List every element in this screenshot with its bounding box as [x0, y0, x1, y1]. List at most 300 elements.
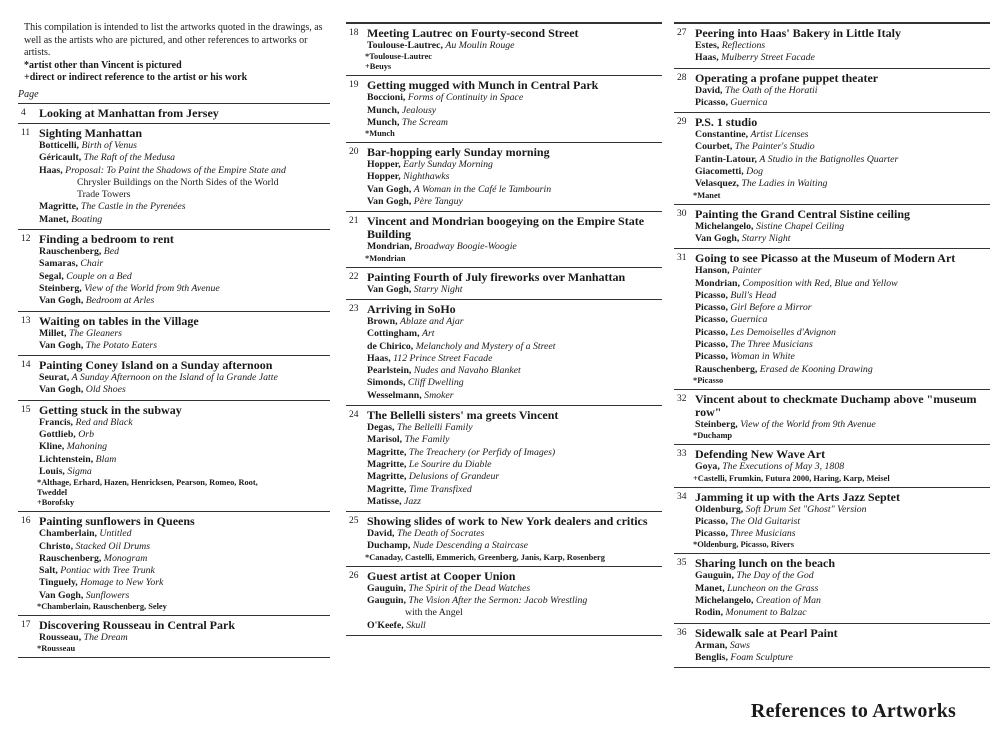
artwork-entry: [695, 290, 990, 302]
artwork-entry: [695, 339, 990, 351]
artwork-title: The Raft of the Medusa: [83, 152, 176, 164]
artwork-title: Birth of Venus: [81, 139, 137, 151]
section: [18, 123, 330, 229]
artist-name: Pearlstein,: [367, 365, 412, 377]
artist-name: Van Gogh,: [367, 196, 412, 208]
artist-name: de Chirico,: [367, 340, 414, 352]
artwork-entry: [695, 607, 990, 619]
page-number: 15: [21, 404, 31, 415]
artist-name: Magritte,: [367, 471, 407, 483]
artwork-entry: [367, 328, 662, 340]
artist-name: Picasso,: [695, 528, 728, 540]
artwork-entry: [695, 265, 990, 277]
artist-name: Arman,: [695, 639, 728, 651]
artist-name: David,: [695, 84, 723, 96]
artwork-title: View of the World from 9th Avenue: [740, 418, 876, 430]
artwork-title: Early Sunday Morning: [403, 159, 493, 171]
artist-name: Haas,: [39, 164, 63, 176]
artist-name: Van Gogh,: [367, 283, 412, 295]
artist-reference: *Picasso: [693, 375, 724, 385]
artwork-title: The Gleaners: [68, 327, 122, 339]
artwork-entry: [695, 583, 990, 595]
artwork-entry: [695, 461, 990, 473]
artwork-title: Chair: [80, 258, 104, 270]
artwork-title: Starry Night: [413, 283, 463, 295]
artwork-entry: [367, 40, 662, 52]
artwork-entry: [39, 565, 330, 577]
artist-name: Degas,: [367, 422, 395, 434]
artwork-entry: [695, 640, 990, 652]
artist-name: Steinberg,: [695, 418, 738, 430]
artwork-entry: [695, 40, 990, 52]
section-title: Vincent about to checkmate Duchamp above "museum row": [695, 391, 977, 419]
artwork-entry: [367, 171, 662, 183]
artwork-title: Les Demoiselles d'Avignon: [730, 326, 836, 338]
artist-name: Magritte,: [367, 458, 407, 470]
artist-name: Picasso,: [695, 351, 728, 363]
artwork-title: The Death of Socrates: [396, 528, 485, 540]
artwork-entry: [695, 154, 990, 166]
artist-name: Hopper,: [367, 159, 401, 171]
artist-name: Christo,: [39, 540, 74, 552]
artwork-title: Cliff Dwelling: [407, 377, 464, 389]
artist-name: Velasquez,: [695, 178, 739, 190]
artwork-title: Girl Before a Mirror: [730, 302, 812, 314]
artist-name: Benglis,: [695, 651, 728, 663]
artist-name: Géricault,: [39, 152, 82, 164]
artist-name: Marisol,: [367, 434, 403, 446]
artist-name: Munch,: [367, 104, 400, 116]
section-title: Painting sunflowers in Queens: [39, 514, 195, 529]
section-title: Peering into Haas' Bakery in Little Italy: [695, 26, 901, 40]
section: [18, 229, 330, 310]
artwork-title: Luncheon on the Grass: [727, 582, 819, 594]
artist-name: Picasso,: [695, 314, 728, 326]
intro-text: This compilation is intended to list the artworks quoted in the drawings, as well as the artists who are pictured, and other references to artworks or artists.: [24, 22, 323, 59]
artwork-title: Art: [421, 328, 435, 340]
section: [346, 511, 662, 566]
artwork-title: Erased de Kooning Drawing: [759, 363, 873, 375]
artwork-entry: [367, 365, 662, 377]
intro-block: [18, 22, 330, 85]
column-end-rule: [346, 635, 662, 636]
artwork-entry: [39, 466, 330, 478]
section-title: Discovering Rousseau in Central Park: [39, 617, 235, 632]
section-title: Sighting Manhattan: [39, 125, 143, 140]
artwork-title: Sunflowers: [85, 589, 130, 601]
artwork-title: Red and Black: [75, 416, 133, 428]
artwork-entry: [39, 553, 330, 565]
artist-reference: Tweddel: [37, 488, 68, 498]
page-number: 33: [677, 449, 687, 460]
artwork-entry: [39, 165, 330, 177]
artwork-entry: [695, 419, 990, 431]
page-number: 30: [677, 208, 687, 219]
artwork-title: View of the World from 9th Avenue: [84, 282, 220, 294]
artwork-entry: [39, 258, 330, 270]
artwork-title: Creation of Man: [755, 595, 821, 607]
section: [18, 355, 330, 400]
artist-name: Seurat,: [39, 372, 70, 384]
artwork-entry: [39, 417, 330, 429]
artist-name: Haas,: [695, 52, 719, 64]
artwork-title: Orb: [78, 429, 94, 441]
column-3-sections: [674, 23, 990, 668]
artwork-entry: [367, 184, 662, 196]
artwork-entry: [367, 434, 662, 446]
section-title: Arriving in SoHo: [367, 301, 456, 316]
artwork-title: A Sunday Afternoon on the Island of la Grande Jatte: [71, 372, 278, 384]
artist-name: Lichtenstein,: [39, 453, 94, 465]
page-number: 19: [349, 80, 359, 91]
artwork-entry: [39, 577, 330, 589]
artwork-entry: [39, 152, 330, 164]
page-number: 35: [677, 558, 687, 569]
artist-name: Hopper,: [367, 171, 401, 183]
legend-reference: +direct or indirect reference to the artist or his work: [24, 72, 248, 84]
artist-name: Picasso,: [695, 326, 728, 338]
artist-reference: *Chamberlain, Rauschenberg, Seley: [37, 601, 167, 611]
artist-reference: *Mondrian: [365, 253, 406, 263]
artwork-title: Sistine Chapel Ceiling: [755, 220, 845, 232]
artwork-entry: [39, 454, 330, 466]
artist-name: Cottingham,: [367, 328, 420, 340]
artwork-entry: [695, 351, 990, 363]
artist-name: Constantine,: [695, 129, 749, 141]
page-number: 18: [349, 28, 359, 38]
section-title: Finding a bedroom to rent: [39, 232, 174, 247]
artwork-title: Nighthawks: [403, 171, 450, 183]
artist-reference: *Oldenburg, Picasso, Rivers: [693, 540, 794, 550]
section: [674, 23, 990, 68]
page-number: 25: [349, 516, 359, 527]
column-1-sections: [18, 103, 330, 658]
section-title: Looking at Manhattan from Jersey: [39, 105, 219, 120]
artwork-title: Dog: [746, 166, 764, 178]
artist-name: Van Gogh,: [695, 232, 740, 244]
section: [18, 511, 330, 615]
artwork-entry: [695, 97, 990, 109]
column-1: [18, 22, 330, 658]
section-title: The Bellelli sisters' ma greets Vincent: [367, 408, 559, 423]
artist-name: Gauguin,: [695, 570, 734, 582]
page-number: 32: [677, 393, 687, 404]
section-title: Waiting on tables in the Village: [39, 313, 199, 328]
artist-name: Magritte,: [367, 483, 407, 495]
artist-name: David,: [367, 528, 395, 540]
artist-name: Toulouse-Lautrec,: [367, 40, 443, 51]
artist-reference: *Duchamp: [693, 431, 733, 441]
artwork-title: Saws: [729, 639, 750, 651]
artwork-entry: [367, 422, 662, 434]
artist-name: Brown,: [367, 315, 398, 327]
artwork-title: Jazz: [404, 495, 421, 507]
artwork-title: The Scream: [401, 116, 449, 128]
section-title: Painting Fourth of July fireworks over Manhattan: [367, 269, 626, 284]
artwork-title: Sigma: [67, 465, 92, 477]
section: [18, 103, 330, 123]
artwork-entry: [367, 496, 662, 508]
artwork-title: Bed: [103, 246, 120, 258]
artwork-title: Ablaze and Ajar: [400, 315, 464, 327]
artist-name: Gottlieb,: [39, 429, 76, 441]
artwork-entry: [39, 140, 330, 152]
artwork-title: The Potato Eaters: [85, 339, 158, 351]
artwork-title: Le Sourire du Diable: [408, 458, 492, 470]
artist-name: Picasso,: [695, 289, 728, 301]
artist-name: Munch,: [367, 116, 400, 128]
artwork-title: Painter: [732, 265, 762, 277]
section-title: Bar-hopping early Sunday morning: [367, 145, 550, 160]
page-number: 26: [349, 570, 359, 581]
artwork-entry: [39, 328, 330, 340]
page-number: 11: [21, 127, 31, 138]
artwork-entry: [695, 528, 990, 540]
artwork-entry: [695, 364, 990, 376]
artwork-title: Jealousy: [401, 104, 437, 116]
section: [674, 487, 990, 554]
section: [18, 400, 330, 511]
artist-name: Michelangelo,: [695, 220, 754, 232]
artwork-title: Soft Drum Set "Ghost" Version: [745, 503, 867, 515]
page-number: 34: [677, 491, 687, 502]
artist-name: Botticelli,: [39, 139, 79, 151]
artwork-title: The Executions of May 3, 1808: [722, 461, 845, 473]
artwork-title: Foam Sculpture: [730, 651, 793, 663]
section: [346, 75, 662, 142]
artist-name: Picasso,: [695, 339, 728, 351]
artist-name: Picasso,: [695, 302, 728, 314]
artwork-title: The Vision After the Sermon: Jacob Wrestling: [408, 595, 588, 607]
artist-name: Gauguin,: [367, 582, 406, 594]
section: [346, 299, 662, 405]
artist-name: Rousseau,: [39, 631, 82, 643]
section-title: Sidewalk sale at Pearl Paint: [695, 625, 838, 640]
section: [674, 553, 990, 622]
artwork-title: 112 Prince Street Facade: [393, 352, 493, 364]
artwork-entry: [695, 141, 990, 153]
artist-name: Rauschenberg,: [39, 246, 102, 258]
section: [18, 615, 330, 657]
artwork-entry: [695, 178, 990, 190]
page-number: 31: [677, 253, 687, 264]
artist-name: Louis,: [39, 465, 65, 477]
artwork-entry: [39, 441, 330, 453]
page-number: 17: [21, 619, 31, 630]
artist-name: Francis,: [39, 416, 74, 428]
artwork-entry: [367, 92, 662, 104]
artist-name: Van Gogh,: [39, 339, 84, 351]
artwork-entry: [695, 327, 990, 339]
artwork-title: Untitled: [99, 528, 132, 540]
artwork-entry: [367, 353, 662, 365]
artist-name: Manet,: [695, 582, 725, 594]
artwork-title: Nude Descending a Staircase: [412, 540, 529, 552]
section: [18, 311, 330, 356]
section: [346, 566, 662, 635]
section: [346, 211, 662, 266]
artist-name: Manet,: [39, 213, 69, 225]
artist-name: Tinguely,: [39, 577, 78, 589]
section-title: Painting Coney Island on a Sunday afternoon: [39, 358, 273, 373]
artwork-title: Mahoning: [66, 441, 108, 453]
artist-name: Van Gogh,: [367, 183, 412, 195]
artwork-title: Forms of Continuity in Space: [407, 92, 524, 104]
artwork-entry: [367, 595, 662, 607]
section-title: Showing slides of work to New York dealers and critics: [367, 514, 648, 529]
artist-name: Goya,: [695, 461, 720, 473]
artwork-entry: [39, 372, 330, 384]
artwork-entry: [367, 377, 662, 389]
page-number: 36: [677, 627, 687, 638]
artwork-title: Time Transfixed: [408, 483, 472, 495]
artwork-entry: [695, 504, 990, 516]
page-number: 21: [349, 216, 359, 227]
artwork-title: Homage to New York: [80, 577, 164, 589]
artist-name: Rodin,: [695, 607, 724, 619]
artist-name: Duchamp,: [367, 540, 411, 552]
artwork-title: The Family: [404, 434, 450, 446]
artwork-entry: [39, 214, 330, 226]
artwork-title: Three Musicians: [730, 528, 796, 540]
artist-name: Haas,: [367, 352, 391, 364]
section-title: Meeting Lautrec on Fourty-second Street: [367, 26, 579, 40]
section: [674, 623, 990, 668]
artwork-title: Melancholy and Mystery of a Street: [415, 340, 556, 352]
artist-reference: *Canaday, Castelli, Emmerich, Greenberg, Janis, Karp, Rosenberg: [365, 552, 605, 562]
section: [346, 142, 662, 211]
artwork-entry: [367, 117, 662, 129]
page-number: 12: [21, 234, 31, 245]
artwork-title: The Painter's Studio: [734, 141, 815, 153]
artwork-title-continued: Trade Towers: [77, 189, 131, 201]
section-title: Sharing lunch on the beach: [695, 556, 836, 571]
artwork-title-continued: Chrysler Buildings on the North Sides of the World: [77, 176, 279, 188]
artist-reference: *Munch: [365, 129, 395, 139]
artwork-entry: [367, 390, 662, 402]
footer-title: References to Artworks: [750, 700, 956, 722]
page-number: 22: [349, 271, 359, 282]
artwork-title: Broadway Boogie-Woogie: [414, 241, 517, 253]
artwork-entry: [39, 340, 330, 352]
section-title: Jamming it up with the Arts Jazz Septet: [695, 489, 900, 504]
artwork-entry: [695, 233, 990, 245]
artwork-title: The Dream: [83, 631, 128, 643]
artwork-title: Blam: [95, 453, 117, 465]
column-2: [346, 22, 662, 636]
artwork-title: Composition with Red, Blue and Yellow: [742, 277, 898, 289]
artwork-entry: [367, 341, 662, 353]
section-title: Vincent and Mondrian boogeying on the Empire State Building: [367, 214, 645, 242]
artwork-title: A Woman in the Café le Tambourin: [413, 183, 552, 195]
artwork-entry: [39, 429, 330, 441]
artwork-title-continued: with the Angel: [405, 607, 463, 619]
artist-name: O'Keefe,: [367, 619, 404, 631]
artwork-entry: [695, 129, 990, 141]
artwork-title: Bull's Head: [730, 289, 777, 301]
column-end-rule: [674, 667, 990, 668]
artwork-entry: [695, 314, 990, 326]
section-title: Painting the Grand Central Sistine ceiling: [695, 206, 911, 221]
section: [674, 204, 990, 249]
section-title: Getting mugged with Munch in Central Park: [367, 78, 599, 93]
column-end-rule: [18, 657, 330, 658]
artist-name: Michelangelo,: [695, 595, 754, 607]
artist-name: Rauschenberg,: [695, 363, 758, 375]
page-number: 29: [677, 117, 687, 128]
artist-name: Courbet,: [695, 141, 733, 153]
artwork-entry: [695, 302, 990, 314]
section: [674, 248, 990, 389]
artist-name: Estes,: [695, 40, 720, 51]
artwork-title: The Castle in the Pyrenées: [80, 201, 186, 213]
artist-name: Segal,: [39, 270, 64, 282]
artist-reference: +Beuys: [365, 62, 392, 72]
page-number: 4: [21, 107, 26, 118]
page-label: Page: [18, 88, 39, 100]
artwork-entry: [367, 316, 662, 328]
artwork-title: Skull: [406, 619, 426, 631]
artist-name: Magritte,: [367, 446, 407, 458]
artwork-entry: [39, 271, 330, 283]
page-number: 20: [349, 147, 359, 158]
artwork-title: The Three Musicians: [730, 339, 813, 351]
artwork-entry: [695, 595, 990, 607]
artwork-entry: [367, 105, 662, 117]
artwork-title: Stacked Oil Drums: [75, 540, 151, 552]
artwork-entry: [695, 221, 990, 233]
artist-name: Simonds,: [367, 377, 406, 389]
section: [674, 444, 990, 486]
section-title: Guest artist at Cooper Union: [367, 568, 516, 583]
artwork-entry: [367, 241, 662, 253]
artist-reference: *Manet: [693, 190, 721, 200]
artist-name: Steinberg,: [39, 282, 82, 294]
artwork-entry: [695, 166, 990, 178]
page-number: 13: [21, 315, 31, 326]
artist-name: Rauschenberg,: [39, 552, 102, 564]
artwork-entry: [367, 159, 662, 171]
artwork-entry: [695, 85, 990, 97]
artist-name: Van Gogh,: [39, 295, 84, 307]
section: [674, 68, 990, 113]
artist-reference: +Castelli, Frumkin, Futura 2000, Haring, Karp, Meisel: [693, 473, 890, 483]
artwork-title: The Day of the God: [736, 570, 814, 582]
artwork-title: Proposal: To Paint the Shadows of the Empire State and: [65, 164, 286, 176]
artist-name: Salt,: [39, 565, 58, 577]
artwork-entry: [367, 484, 662, 496]
artwork-entry: [39, 590, 330, 602]
artist-name: Wesselmann,: [367, 389, 422, 401]
page-number: 27: [677, 28, 687, 38]
page-number: 28: [677, 72, 687, 83]
artist-name: Picasso,: [695, 96, 728, 108]
artwork-entry: [39, 201, 330, 213]
section-title: P.S. 1 studio: [695, 115, 758, 130]
artwork-title: Pontiac with Tree Trunk: [60, 565, 155, 577]
artist-reference: *Toulouse-Lautrec: [365, 52, 433, 62]
artwork-title: Old Shoes: [85, 384, 126, 396]
artist-name: Matisse,: [367, 495, 402, 507]
artwork-entry: [695, 516, 990, 528]
artwork-title: Smoker: [424, 389, 454, 401]
section: [346, 405, 662, 511]
artist-name: Boccioni,: [367, 92, 406, 104]
artwork-entry: [695, 570, 990, 582]
page-number: 24: [349, 410, 359, 421]
artwork-title: Artist Licenses: [750, 129, 809, 141]
legend-pictured: *artist other than Vincent is pictured: [24, 59, 182, 71]
